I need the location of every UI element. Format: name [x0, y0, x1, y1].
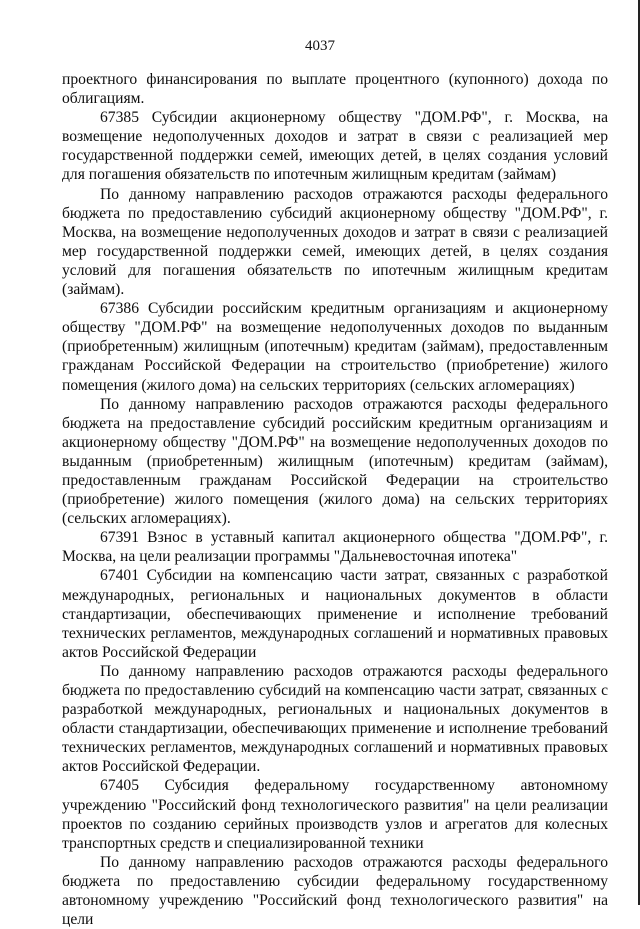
- section-body-67385: По данному направлению расходов отражаются расходы федерального бюджета по предоставлению субсидий акционерному обществу "ДОМ.РФ", г. Москва, на возмещение недополученных доходов и затрат в связи с реализацией мер государственной поддержки семей, имеющих детей, в целях создания условий для погашения обязательств по ипотечным жилищным кредитам (займам).: [62, 185, 608, 299]
- section-heading-67391: 67391 Взнос в уставный капитал акционерного общества "ДОМ.РФ", г. Москва, на цели реализации программы "Дальневосточная ипотека": [62, 529, 608, 566]
- section-heading-67385: 67385 Субсидии акционерному обществу "ДОМ.РФ", г. Москва, на возмещение недополученных доходов и затрат в связи с реализацией мер государственной поддержки семей, имеющих детей, в целях создания условий для погашения обязательств по ипотечным жилищным кредитам (займам): [62, 109, 608, 184]
- paragraph-continuation: проектного финансирования по выплате процентного (купонного) дохода по облигациям.: [62, 71, 608, 108]
- document-body: [62, 70, 608, 929]
- section-body-67405: По данному направлению расходов отражаются расходы федерального бюджета по предоставлению субсидии федеральному государственному автономному учреждению "Российский фонд технологического развития" на цели: [62, 853, 608, 929]
- section-heading-67401: 67401 Субсидии на компенсацию части затрат, связанных с разработкой международных, региональных и национальных документов в области стандартизации, обеспечивающих применение и исполнение требований технических регламентов, международных соглашений и нормативных правовых актов Российской Федерации: [62, 567, 608, 661]
- section-heading-67386: 67386 Субсидии российским кредитным организациям и акционерному обществу "ДОМ.РФ" на возмещение недополученных доходов по выданным (приобретенным) жилищным (ипотечным) кредитам (займам), предоставленным гражданам Российской Федерации на строительство (приобретение) жилого помещения (жилого дома) на сельских территориях (сельских агломерациях): [62, 300, 608, 394]
- section-body-67386: По данному направлению расходов отражаются расходы федерального бюджета на предоставление субсидий российским кредитным организациям и акционерному обществу "ДОМ.РФ" на возмещение недополученных доходов по выданным (приобретенным) жилищным (ипотечным) кредитам (займам), предоставленным гражданам Российской Федерации на строительство (приобретение) жилого помещения (жилого дома) на сельских территориях (сельских агломерациях).: [62, 395, 608, 528]
- page-number: 4037: [305, 38, 335, 54]
- section-heading-67405: 67405 Субсидия федеральному государственному автономному учреждению "Российский фонд технологического развития" на цели реализации проектов по созданию серийных производств узлов и агрегатов для колесных транспортных средств и специализированной техники: [62, 777, 608, 852]
- section-body-67401: По данному направлению расходов отражаются расходы федерального бюджета по предоставлению субсидий на компенсацию части затрат, связанных с разработкой международных, региональных и национальных документов в области стандартизации, обеспечивающих применение и исполнение требований технических регламентов, международных соглашений и нормативных правовых актов Российской Федерации.: [62, 662, 608, 776]
